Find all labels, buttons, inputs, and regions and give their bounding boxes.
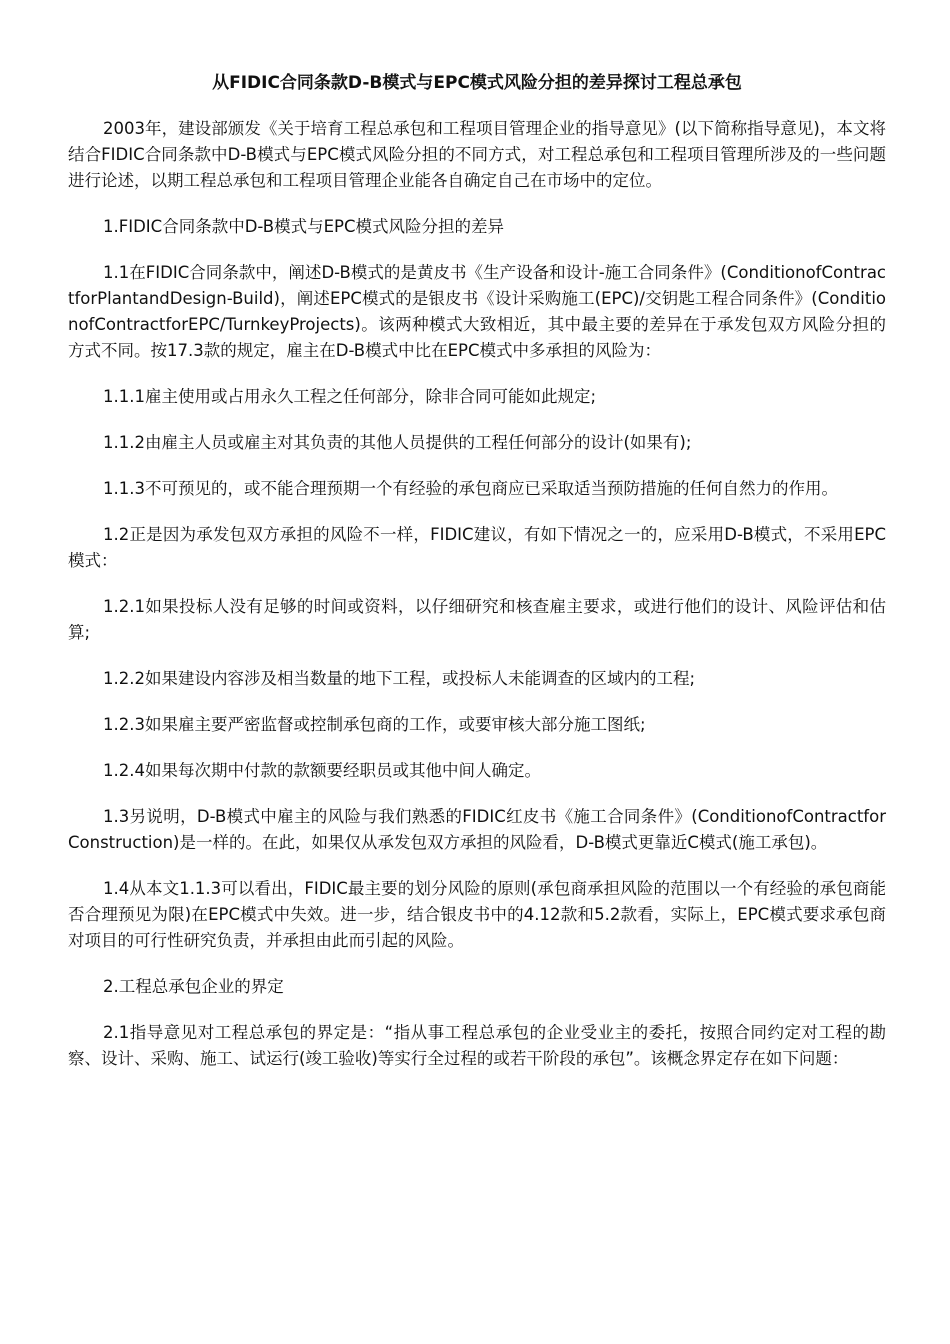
paragraph-1-3: 1.3另说明，D-B模式中雇主的风险与我们熟悉的FIDIC红皮书《施工合同条件》(ConditionofContractforConstruction)是一样的。在此，如果仅从承发包双方承担的风险看，D-B模式更靠近C模式(施工承包)。	[68, 807, 886, 852]
paragraph-1-2-3: 1.2.3如果雇主要严密监督或控制承包商的工作，或要审核大部分施工图纸;	[103, 715, 646, 734]
paragraph-intro: 2003年，建设部颁发《关于培育工程总承包和工程项目管理企业的指导意见》(以下简称指导意见)，本文将结合FIDIC合同条款中D-B模式与EPC模式风险分担的不同方式，对工程总承包和工程项目管理所涉及的一些问题进行论述，以期工程总承包和工程项目管理企业能各自确定自己在市场中的定位。	[68, 119, 886, 190]
paragraph-1-1-2: 1.1.2由雇主人员或雇主对其负责的其他人员提供的工程任何部分的设计(如果有);	[103, 433, 692, 452]
paragraph-1-1: 1.1在FIDIC合同条款中，阐述D-B模式的是黄皮书《生产设备和设计-施工合同条件》(ConditionofContractforPlantandDesign-Build)，阐述EPC模式的是银皮书《设计采购施工(EPC)/交钥匙工程合同条件》(ConditionofContractforEPC/TurnkeyProjects)。该两种模式大致相近，其中最主要的差异在于承发包双方风险分担的方式不同。按17.3款的规定，雇主在D-B模式中比在EPC模式中多承担的风险为：	[68, 263, 886, 360]
section-heading-1: 1.FIDIC合同条款中D-B模式与EPC模式风险分担的差异	[103, 217, 504, 236]
document-body	[68, 70, 886, 1092]
paragraph-1-4: 1.4从本文1.1.3可以看出，FIDIC最主要的划分风险的原则(承包商承担风险的范围以一个有经验的承包商能否合理预见为限)在EPC模式中失效。进一步，结合银皮书中的4.12款和5.2款看，实际上，EPC模式要求承包商对项目的可行性研究负责，并承担由此而引起的风险。	[68, 879, 886, 950]
paragraph-1-1-3: 1.1.3不可预见的，或不能合理预期一个有经验的承包商应已采取适当预防措施的任何自然力的作用。	[103, 479, 838, 498]
paragraph-1-1-1: 1.1.1雇主使用或占用永久工程之任何部分，除非合同可能如此规定;	[103, 387, 597, 406]
paragraph-1-2-2: 1.2.2如果建设内容涉及相当数量的地下工程，或投标人未能调查的区域内的工程;	[103, 669, 696, 688]
document-title: 从FIDIC合同条款D-B模式与EPC模式风险分担的差异探讨工程总承包	[212, 73, 742, 93]
paragraph-1-2-4: 1.2.4如果每次期中付款的款额要经职员或其他中间人确定。	[103, 761, 541, 780]
section-heading-2: 2.工程总承包企业的界定	[103, 977, 284, 996]
paragraph-2-1: 2.1指导意见对工程总承包的界定是：“指从事工程总承包的企业受业主的委托，按照合同约定对工程的勘察、设计、采购、施工、试运行(竣工验收)等实行全过程的或若干阶段的承包”。该概念界定存在如下问题：	[68, 1023, 886, 1068]
paragraph-1-2-1: 1.2.1如果投标人没有足够的时间或资料，以仔细研究和核查雇主要求，或进行他们的设计、风险评估和估算;	[68, 597, 886, 642]
paragraph-1-2: 1.2正是因为承发包双方承担的风险不一样，FIDIC建议，有如下情况之一的，应采用D-B模式，不采用EPC模式：	[68, 525, 886, 570]
